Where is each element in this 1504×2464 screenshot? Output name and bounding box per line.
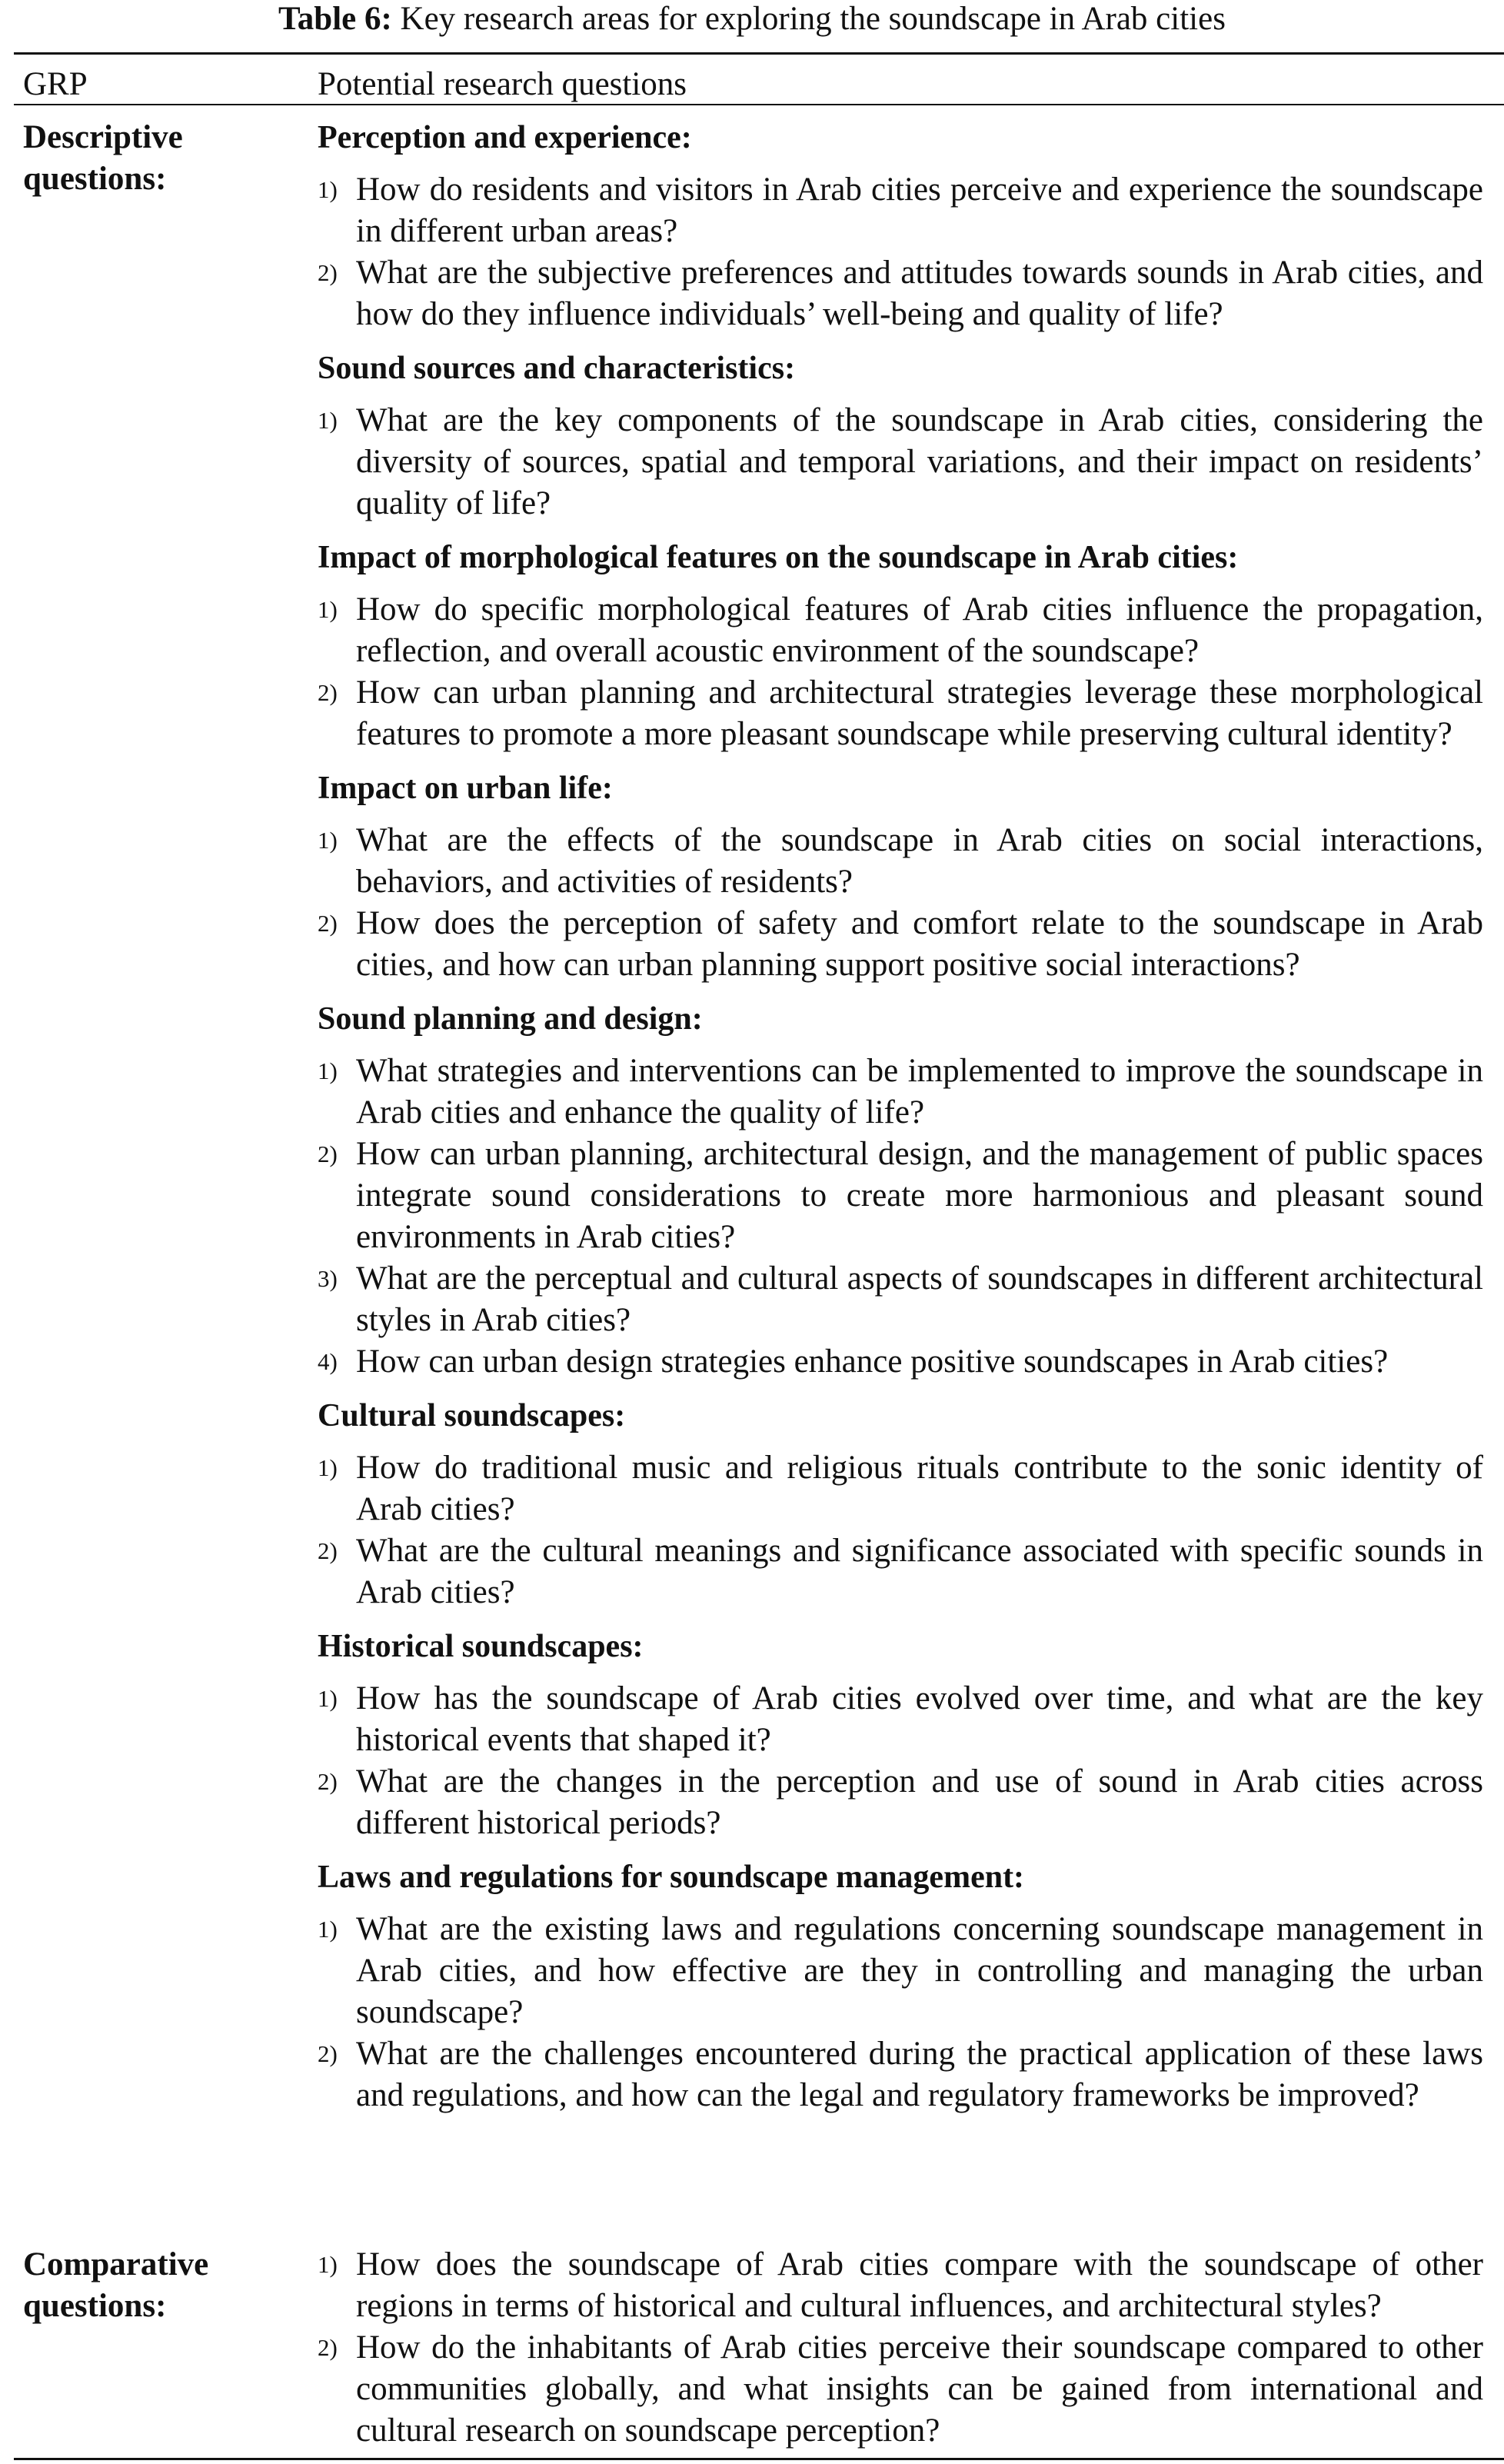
question-item — [318, 2244, 1483, 2327]
question-text: What strategies and interventions can be implemented to improve the soundscape in Arab cities and enhance the quality of life? — [356, 1053, 1483, 1130]
descriptive-questions — [318, 117, 1483, 2129]
question-item — [318, 1134, 1483, 1258]
question-text: How has the soundscape of Arab cities evolved over time, and what are the key historical events that shaped it? — [356, 1680, 1483, 1758]
question-number: 1) — [318, 1454, 338, 1481]
question-text: What are the challenges encountered during the practical application of these laws and regulations, and how can the legal and regulatory frameworks be improved? — [356, 2036, 1483, 2113]
question-number: 1) — [318, 176, 338, 203]
question-item — [318, 252, 1483, 335]
question-number: 2) — [318, 1140, 338, 1167]
question-text: How does the perception of safety and comfort relate to the soundscape in Arab cities, and how can urban planning support positive social interactions? — [356, 905, 1483, 983]
question-list — [318, 1051, 1483, 1383]
question-item — [318, 820, 1483, 903]
comparative-questions — [318, 2244, 1483, 2452]
question-item — [318, 2033, 1483, 2116]
question-item — [318, 2327, 1483, 2452]
question-text: How can urban planning, architectural design, and the management of public spaces integrate sound considerations to create more harmonious and pleasant sound environments in Arab cities? — [356, 1136, 1483, 1255]
question-text: How can urban planning and architectural strategies leverage these morphological features to promote a more pleasant soundscape while preserving cultural identity? — [356, 674, 1483, 752]
question-number: 1) — [318, 407, 338, 434]
section-title: Sound planning and design: — [318, 1001, 703, 1037]
question-number: 1) — [318, 1916, 338, 1943]
question-item — [318, 903, 1483, 986]
section-title: Impact on urban life: — [318, 771, 613, 806]
section-title: Impact of morphological features on the soundscape in Arab cities: — [318, 540, 1239, 575]
question-number: 2) — [318, 2334, 338, 2361]
section-morphological — [318, 537, 1483, 755]
question-number: 2) — [318, 910, 338, 937]
question-item — [318, 400, 1483, 524]
question-item — [318, 1909, 1483, 2033]
question-list — [318, 589, 1483, 755]
question-text: How do the inhabitants of Arab cities perceive their soundscape compared to other communities globally, and what insights can be gained from international and cultural research on soundscape perception? — [356, 2329, 1483, 2449]
header-rule — [14, 104, 1504, 105]
section-cultural — [318, 1395, 1483, 1613]
question-number: 1) — [318, 2251, 338, 2278]
question-number: 1) — [318, 596, 338, 623]
question-text: How does the soundscape of Arab cities compare with the soundscape of other regions in terms of historical and cultural influences, and architectural styles? — [356, 2246, 1483, 2324]
question-number: 4) — [318, 1348, 338, 1375]
section-sound-planning — [318, 998, 1483, 1383]
caption-label: Table 6: — [278, 1, 392, 37]
question-number: 2) — [318, 679, 338, 706]
section-historical — [318, 1626, 1483, 1844]
question-number: 2) — [318, 1768, 338, 1795]
section-title: Historical soundscapes: — [318, 1629, 644, 1664]
group-label-descriptive: Descriptive questions: — [23, 119, 183, 197]
question-number: 2) — [318, 1537, 338, 1564]
question-item — [318, 1678, 1483, 1761]
question-number: 2) — [318, 259, 338, 286]
question-text: How do specific morphological features of Arab cities influence the propagation, reflection, and overall acoustic environment of the soundscape? — [356, 591, 1483, 669]
question-item — [318, 1761, 1483, 1844]
question-item — [318, 589, 1483, 672]
question-item — [318, 1051, 1483, 1134]
question-list — [318, 1909, 1483, 2116]
section-title: Sound sources and characteristics: — [318, 351, 796, 386]
header-questions: Potential research questions — [318, 66, 687, 102]
section-sound-sources — [318, 348, 1483, 524]
question-text: How do traditional music and religious rituals contribute to the sonic identity of Arab cities? — [356, 1450, 1483, 1527]
question-list — [318, 2244, 1483, 2452]
question-list — [318, 169, 1483, 335]
section-urban-life — [318, 768, 1483, 986]
question-text: What are the key components of the soundscape in Arab cities, considering the diversity of sources, spatial and temporal variations, and their impact on residents’ quality of life? — [356, 402, 1483, 521]
section-perception — [318, 117, 1483, 335]
question-item — [318, 1341, 1483, 1383]
question-text: What are the effects of the soundscape in Arab cities on social interactions, behaviors, and activities of residents? — [356, 822, 1483, 900]
question-number: 1) — [318, 827, 338, 854]
question-item — [318, 1258, 1483, 1341]
question-text: What are the changes in the perception and use of sound in Arab cities across different historical periods? — [356, 1763, 1483, 1841]
question-text: How can urban design strategies enhance positive soundscapes in Arab cities? — [356, 1344, 1389, 1380]
header-grp: GRP — [23, 66, 88, 102]
question-item — [318, 169, 1483, 252]
question-list — [318, 1678, 1483, 1844]
question-number: 2) — [318, 2040, 338, 2067]
question-text: What are the existing laws and regulations concerning soundscape management in Arab cities, and how effective are they in controlling and managing the urban soundscape? — [356, 1911, 1483, 2030]
section-title: Laws and regulations for soundscape management: — [318, 1860, 1025, 1895]
top-rule — [14, 52, 1504, 55]
table-caption — [0, 0, 1504, 38]
section-title: Cultural soundscapes: — [318, 1398, 626, 1433]
question-item — [318, 1447, 1483, 1530]
section-laws — [318, 1856, 1483, 2116]
question-text: What are the subjective preferences and attitudes towards sounds in Arab cities, and how do they influence individuals’ well-being and quality of life? — [356, 255, 1483, 332]
question-item — [318, 1530, 1483, 1613]
question-number: 1) — [318, 1685, 338, 1712]
section-title: Perception and experience: — [318, 120, 692, 155]
question-number: 1) — [318, 1057, 338, 1084]
question-list — [318, 400, 1483, 524]
caption-title: Key research areas for exploring the soundscape in Arab cities — [400, 1, 1226, 37]
question-list — [318, 1447, 1483, 1613]
group-label-comparative: Comparative questions: — [23, 2246, 209, 2324]
question-number: 3) — [318, 1265, 338, 1292]
bottom-rule — [14, 2458, 1504, 2460]
question-text: What are the perceptual and cultural aspects of soundscapes in different architectural styles in Arab cities? — [356, 1260, 1483, 1338]
question-text: What are the cultural meanings and significance associated with specific sounds in Arab cities? — [356, 1533, 1483, 1610]
question-item — [318, 672, 1483, 755]
question-list — [318, 820, 1483, 986]
question-text: How do residents and visitors in Arab cities perceive and experience the soundscape in different urban areas? — [356, 171, 1483, 249]
